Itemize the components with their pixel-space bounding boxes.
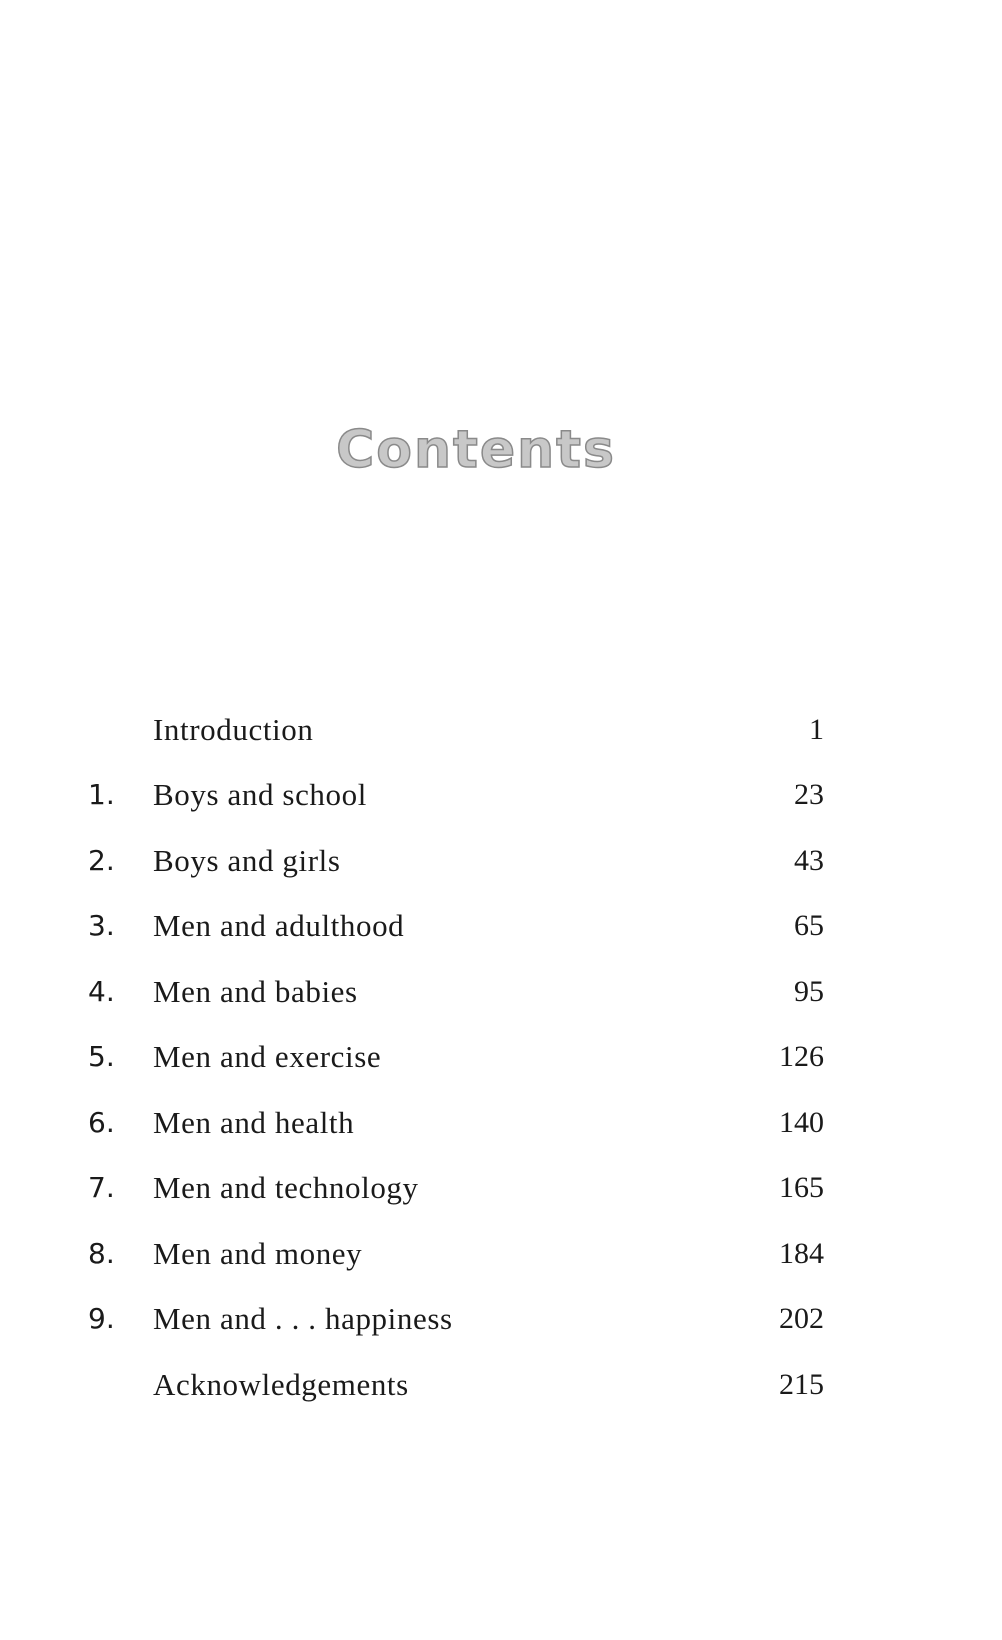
page-number: 1 [809,713,824,746]
page-number: 215 [779,1368,824,1401]
chapter-title: Men and exercise [153,1039,382,1074]
chapter-title: Boys and girls [153,843,341,878]
page-number: 43 [794,844,824,877]
toc-entry [0,1365,1002,1405]
chapter-number: 5. [88,1040,115,1073]
chapter-number: 7. [88,1171,115,1204]
chapter-number: 9. [88,1302,115,1335]
chapter-number: 1. [88,778,115,811]
toc-entry [0,710,1002,750]
toc-entry [0,1168,1002,1208]
page-number: 165 [779,1171,824,1204]
chapter-number: 3. [88,909,115,942]
contents-heading: Contents [336,420,616,480]
chapter-title: Men and . . . happiness [153,1301,453,1336]
chapter-number: 8. [88,1237,115,1270]
chapter-title: Introduction [153,712,314,747]
chapter-title: Men and babies [153,974,358,1009]
page-number: 95 [794,975,824,1008]
toc-entry [0,841,1002,881]
page-number: 126 [779,1040,824,1073]
page-number: 140 [779,1106,824,1139]
chapter-title: Men and health [153,1105,355,1140]
toc-entry [0,972,1002,1012]
chapter-number: 2. [88,844,115,877]
page-number: 65 [794,909,824,942]
toc-entry [0,1234,1002,1274]
chapter-title: Men and adulthood [153,908,405,943]
toc-entry [0,1103,1002,1143]
chapter-number: 6. [88,1106,115,1139]
page-number: 23 [794,778,824,811]
toc-entry [0,1037,1002,1077]
chapter-title: Acknowledgements [153,1367,409,1402]
toc-entry [0,906,1002,946]
chapter-title: Men and technology [153,1170,419,1205]
page-number: 184 [779,1237,824,1270]
page-number: 202 [779,1302,824,1335]
chapter-number: 4. [88,975,115,1008]
toc-entry [0,1299,1002,1339]
toc-entry [0,775,1002,815]
chapter-title: Boys and school [153,777,367,812]
chapter-title: Men and money [153,1236,363,1271]
